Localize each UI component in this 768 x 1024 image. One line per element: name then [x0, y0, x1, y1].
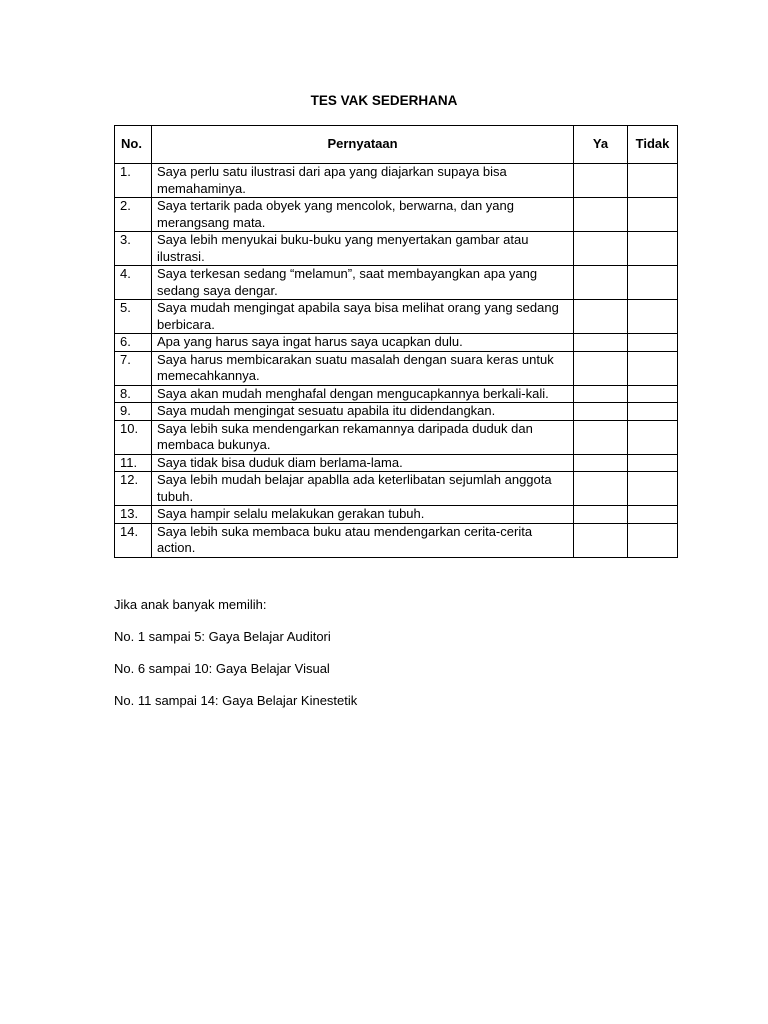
row-number: 13. — [115, 506, 152, 524]
row-number: 8. — [115, 385, 152, 403]
row-statement: Saya perlu satu ilustrasi dari apa yang diajarkan supaya bisa memahaminya. — [152, 164, 574, 198]
table-row — [115, 164, 678, 198]
table-row — [115, 454, 678, 472]
vak-questionnaire-table — [114, 125, 678, 558]
row-yes-cell[interactable] — [574, 300, 628, 334]
row-yes-cell[interactable] — [574, 403, 628, 421]
row-statement: Saya lebih mudah belajar apablla ada keterlibatan sejumlah anggota tubuh. — [152, 472, 574, 506]
row-statement: Saya mudah mengingat sesuatu apabila itu didendangkan. — [152, 403, 574, 421]
table-row — [115, 523, 678, 557]
table-row — [115, 198, 678, 232]
header-no-answer: Tidak — [628, 126, 678, 164]
row-no-answer-cell[interactable] — [628, 334, 678, 352]
row-number: 1. — [115, 164, 152, 198]
row-number: 14. — [115, 523, 152, 557]
notes-line-kinestetik: No. 11 sampai 14: Gaya Belajar Kinestetik — [114, 693, 358, 708]
row-yes-cell[interactable] — [574, 454, 628, 472]
table-row — [115, 403, 678, 421]
row-no-answer-cell[interactable] — [628, 472, 678, 506]
row-yes-cell[interactable] — [574, 232, 628, 266]
table-row — [115, 351, 678, 385]
row-yes-cell[interactable] — [574, 523, 628, 557]
row-number: 4. — [115, 266, 152, 300]
table-row — [115, 334, 678, 352]
row-yes-cell[interactable] — [574, 385, 628, 403]
row-no-answer-cell[interactable] — [628, 198, 678, 232]
header-statement: Pernyataan — [152, 126, 574, 164]
row-statement: Saya lebih suka membaca buku atau mendengarkan cerita-cerita action. — [152, 523, 574, 557]
row-number: 12. — [115, 472, 152, 506]
row-no-answer-cell[interactable] — [628, 266, 678, 300]
row-yes-cell[interactable] — [574, 351, 628, 385]
row-yes-cell[interactable] — [574, 198, 628, 232]
header-yes: Ya — [574, 126, 628, 164]
row-no-answer-cell[interactable] — [628, 300, 678, 334]
row-number: 9. — [115, 403, 152, 421]
row-yes-cell[interactable] — [574, 420, 628, 454]
table-body — [115, 164, 678, 558]
row-statement: Saya tertarik pada obyek yang mencolok, berwarna, dan yang merangsang mata. — [152, 198, 574, 232]
row-number: 3. — [115, 232, 152, 266]
row-yes-cell[interactable] — [574, 506, 628, 524]
row-no-answer-cell[interactable] — [628, 403, 678, 421]
header-no: No. — [115, 126, 152, 164]
notes-intro: Jika anak banyak memilih: — [114, 597, 267, 612]
row-statement: Saya lebih suka mendengarkan rekamannya daripada duduk dan membaca bukunya. — [152, 420, 574, 454]
table-row — [115, 385, 678, 403]
scoring-notes — [114, 597, 357, 725]
table-row — [115, 420, 678, 454]
row-statement: Saya tidak bisa duduk diam berlama-lama. — [152, 454, 574, 472]
notes-line-visual: No. 6 sampai 10: Gaya Belajar Visual — [114, 661, 330, 676]
row-number: 11. — [115, 454, 152, 472]
notes-line-auditori: No. 1 sampai 5: Gaya Belajar Auditori — [114, 629, 331, 644]
table-row — [115, 506, 678, 524]
document-title: TES VAK SEDERHANA — [310, 93, 458, 108]
row-no-answer-cell[interactable] — [628, 454, 678, 472]
table-header-row — [115, 126, 678, 164]
row-statement: Saya hampir selalu melakukan gerakan tubuh. — [152, 506, 574, 524]
row-statement: Saya lebih menyukai buku-buku yang menyertakan gambar atau ilustrasi. — [152, 232, 574, 266]
row-no-answer-cell[interactable] — [628, 385, 678, 403]
row-number: 2. — [115, 198, 152, 232]
row-no-answer-cell[interactable] — [628, 351, 678, 385]
row-no-answer-cell[interactable] — [628, 506, 678, 524]
row-yes-cell[interactable] — [574, 164, 628, 198]
row-yes-cell[interactable] — [574, 334, 628, 352]
row-no-answer-cell[interactable] — [628, 232, 678, 266]
row-number: 5. — [115, 300, 152, 334]
row-statement: Saya terkesan sedang “melamun”, saat membayangkan apa yang sedang saya dengar. — [152, 266, 574, 300]
table-row — [115, 266, 678, 300]
row-statement: Saya akan mudah menghafal dengan mengucapkannya berkali-kali. — [152, 385, 574, 403]
row-number: 10. — [115, 420, 152, 454]
table-row — [115, 300, 678, 334]
table-row — [115, 472, 678, 506]
row-number: 7. — [115, 351, 152, 385]
table-row — [115, 232, 678, 266]
row-number: 6. — [115, 334, 152, 352]
row-yes-cell[interactable] — [574, 266, 628, 300]
row-statement: Saya harus membicarakan suatu masalah dengan suara keras untuk memecahkannya. — [152, 351, 574, 385]
row-no-answer-cell[interactable] — [628, 523, 678, 557]
row-statement: Apa yang harus saya ingat harus saya ucapkan dulu. — [152, 334, 574, 352]
row-statement: Saya mudah mengingat apabila saya bisa melihat orang yang sedang berbicara. — [152, 300, 574, 334]
row-no-answer-cell[interactable] — [628, 164, 678, 198]
row-yes-cell[interactable] — [574, 472, 628, 506]
row-no-answer-cell[interactable] — [628, 420, 678, 454]
